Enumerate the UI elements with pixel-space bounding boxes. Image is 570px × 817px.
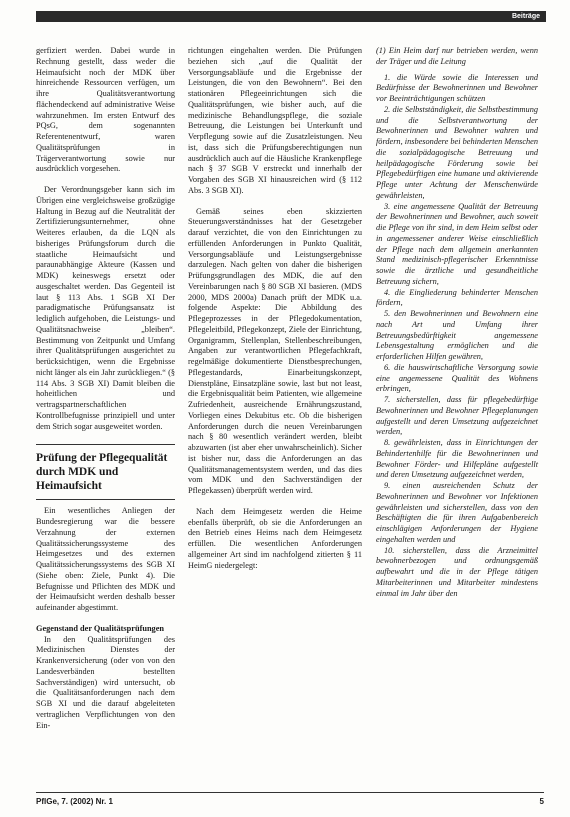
quote-item: 4. die Eingliederung behinderter Menschen fördern, (376, 287, 538, 308)
column-3-quote (376, 46, 538, 599)
paragraph: Ein wesentliches Anliegen der Bundesregierung war die bessere Verzahnung der externen Qualitätssicherungssysteme des Heimgesetzes und des externen Qualitätssicherungssystems des SGB XI (Siehe oben: Ziele, Punkt 4). Die Befugnisse und Pflichten des MDK und der Heimaufsicht werden deshalb besser aufeinander abgestimmt. (36, 506, 175, 612)
section-label: Beiträge (511, 13, 540, 20)
divider (36, 499, 175, 500)
paragraph: Gemäß seines eben skizzierten Steuerungsverständnisses hat der Gesetzgeber darauf verzichtet, die von den Einrichtungen zu erfüllenden Anforderungen in Punkto Qualität, Versorgungsabläufe und Leistungsergebnisse darzulegen. Nach gelten von daher die bisherigen Prüfungsgrundlagen des MDK, die auf den Vereinbarungen nach § 80 SGB XI basieren. (MDS 2000, MDS 2000a) Danach prüft der MDK u.a. folgende Aspekte: Die Abbildung des Pflegeprozesses in der Pflegedokumentation, Pflegeleitbild, Pflegekonzept, Ziele der Einrichtung, Organigramm, Stellenplan, Stellenbeschreibungen, Angaben zur verantwortlichen Pflegefachkraft, regelmäßige dokumentierte Dienstbesprechungen, Pflegestandards, Einarbeitungskonzept, Dienstpläne, Einsatzpläne sowie, last but not least, die Ergebnisqualität beim Patienten, wie allgemeine Zufriedenheit, ausreichende Ernährungszustand, Vorliegen eines Dekubitus etc. Ob die bisherigen Anforderungen durch die neuen Vereinbarungen nach § 80 wesentlich verändert werden, bleibt abzuwarten (ist aber eher unwahrscheinlich). Sicher ist bisher nur, dass die Anforderungen an das Qualitätsmanagementsystem werden, und das dies vom MDK und den Sachverständigen der Pflegekassen) überprüft werden wird. (188, 206, 362, 495)
header-bar (36, 11, 546, 22)
quote-item: 5. den Bewohnerinnen und Bewohnern eine nach Art und Umfang ihrer Betreuungsbedürftigkeit angemessene Lebensgestaltung ermöglichen und die erforderlichen Hilfen gewähren, (376, 309, 538, 361)
paragraph: Der Verordnungsgeber kann sich im Übrigen eine vergleichsweise großzügige Haltung in Bezug auf die Neutralität der Zertifizierungsunternehmer, ohne Weiteres erlauben, da die LQN als bisheriges Prüfungsforum durch die staatliche Heimaufsicht und paraunabhängige Akteure (Kassen und MDK) keineswegs ersetzt oder ausgeschaltet werden. Das Gegenteil ist laut § 113 Abs. 1 SGB XI Der paradigmatische Prüfungsansatz ist lediglich aufgehoben, die Leistungs- und Qualitätsnachweise „bleiben“. Bestimmung von Zeitpunkt und Umfang ihrer Qualitätsprüfungen ausgerichtet zu berücksichtigen, wenn die Ergebnisse nicht länger als ein Jahr zurückliegen.“ (§ 114 Abs. 3 SGB XI) Damit bleiben die hoheitlichen und vertragspartnerschaftlichen Kontrollbefugnisse prinzipiell und unter dem Strich sogar ausgeweitet worden. (36, 185, 175, 431)
quote-item: 7. sicherstellen, dass für pflegebedürftige Bewohnerinnen und Bewohner Pflegeplanungen aufgestellt und deren Umsetzung aufgezeichnet werden, (376, 395, 538, 437)
paragraph: In den Qualitätsprüfungen des Medizinischen Dienstes der Krankenversicherung (oder von von den Landesverbänden bestellten Sachverständigen) wird untersucht, ob die Qualitätsanforderungen nach dem SGB XI und die darauf abgeleiteten vertraglichen Verpflichtungen von den Ein- (36, 634, 175, 730)
quote-item: 1. die Würde sowie die Interessen und Bedürfnisse der Bewohnerinnen und Bewohner vor Beeinträchtigungen schützen (376, 72, 538, 103)
paragraph: gerfiziert werden. Dabei wurde in Rechnung gestellt, dass weder die Heimaufsicht noch der MDK über hinreichende Ressourcen verfügen, um ihre Qualitätsverantwortung flächendeckend auf administrative Weise wahrzunehmen. Im ersten Entwurf des PQsG, dem sogenannten Referentenentwurf, waren Qualitätsprüfungen in Trägerverantwortung sowie nur ausdrücklich vorgesehen. (36, 46, 175, 174)
paragraph: Nach dem Heimgesetz werden die Heime ebenfalls überprüft, ob sie die Anforderungen an den Betrieb eines Heims nach dem Heimgesetz erfüllen. Die wesentlichen Anforderungen allgemeiner Art sind im nachfolgend zitierten § 11 HeimG niedergelegt: (188, 506, 362, 570)
subsection-heading: Gegenstand der Qualitätsprüfungen (36, 623, 165, 633)
quote-item: 10. sicherstellen, dass die Arzneimittel bewohnerbezogen und ordnungsgemäß aufbewahrt und die in der Pflege tätigen Mitarbeiterinnen und Mitarbeiter mindestens einmal im Jahr über den (376, 545, 538, 598)
page-number: 5 (539, 797, 544, 806)
section-heading: Prüfung der Pflegequalität durch MDK und Heimaufsicht (36, 452, 168, 493)
column-1 (36, 46, 175, 731)
column-2 (188, 46, 362, 571)
quote-item: 2. die Selbstständigkeit, die Selbstbestimmung und die Selbstverantwortung der Bewohnerinnen und Bewohner wahren und fördern, insbesondere bei behinderten Menschen die sozialpädagogische Betreuung und heilpädagogische Förderung sowie bei Pflegebedürftigen eine humane und aktivierende Pflege unter Achtung der Menschenwürde gewährleisten, (376, 104, 538, 200)
quote-item: 8. gewährleisten, dass in Einrichtungen der Behindertenhilfe für die Bewohnerinnen und Bewohner Förder- und Hilfepläne aufgestellt und deren Umsetzung aufgezeichnet werden, (376, 438, 538, 480)
paragraph: richtungen eingehalten werden. Die Prüfungen beziehen sich „auf die Qualität der Versorgungsabläufe und die Ergebnisse der Leistungen, die von den Bewohnern“. Bei den stationären Pflegeeinrichtungen sich die Qualitätsprüfungen, wie bisher auch, auf die medizinische Behandlungspflege, die soziale Betreuung, die Leistungen bei Unterkunft und Verpflegung sowie auf die Zusatzleistungen. Neu ist, dass sich die Prüfungsberechtigungen nun ausdrücklich auch auf die Häusliche Krankenpflege nach § 37 SGB V erstreckt und innerhalb der Vorgaben des SGB XI hinausreichen wird (§ 112 Abs. 3 SGB XI). (188, 46, 362, 195)
quote-item: 3. eine angemessene Qualität der Betreuung der Bewohnerinnen und Bewohner, auch soweit die Pflege von ihr sind, in dem Heim selbst oder in angemessener anderer Weise einschließlich der Pflege nach dem allgemein anerkannten Stand medizinisch-pflegerischer Erkenntnisse sowie die ärztliche und gesundheitliche Betreuung sichern, (376, 201, 538, 286)
quote-item: 9. einen ausreichenden Schutz der Bewohnerinnen und Bewohner vor Infektionen gewährleisten und sicherstellen, dass von den Beschäftigten die für ihren Aufgabenbereich einschlägigen Anforderungen der Hygiene eingehalten werden und (376, 481, 538, 544)
quote-item: 6. die hauswirtschaftliche Versorgung sowie eine angemessene Qualität des Wohnens erbringen, (376, 362, 538, 394)
quote-intro: (1) Ein Heim darf nur betrieben werden, wenn der Träger und die Leitung (376, 46, 538, 66)
footer-divider (36, 792, 544, 793)
journal-citation: PflGe, 7. (2002) Nr. 1 (36, 797, 113, 806)
divider (36, 444, 175, 445)
